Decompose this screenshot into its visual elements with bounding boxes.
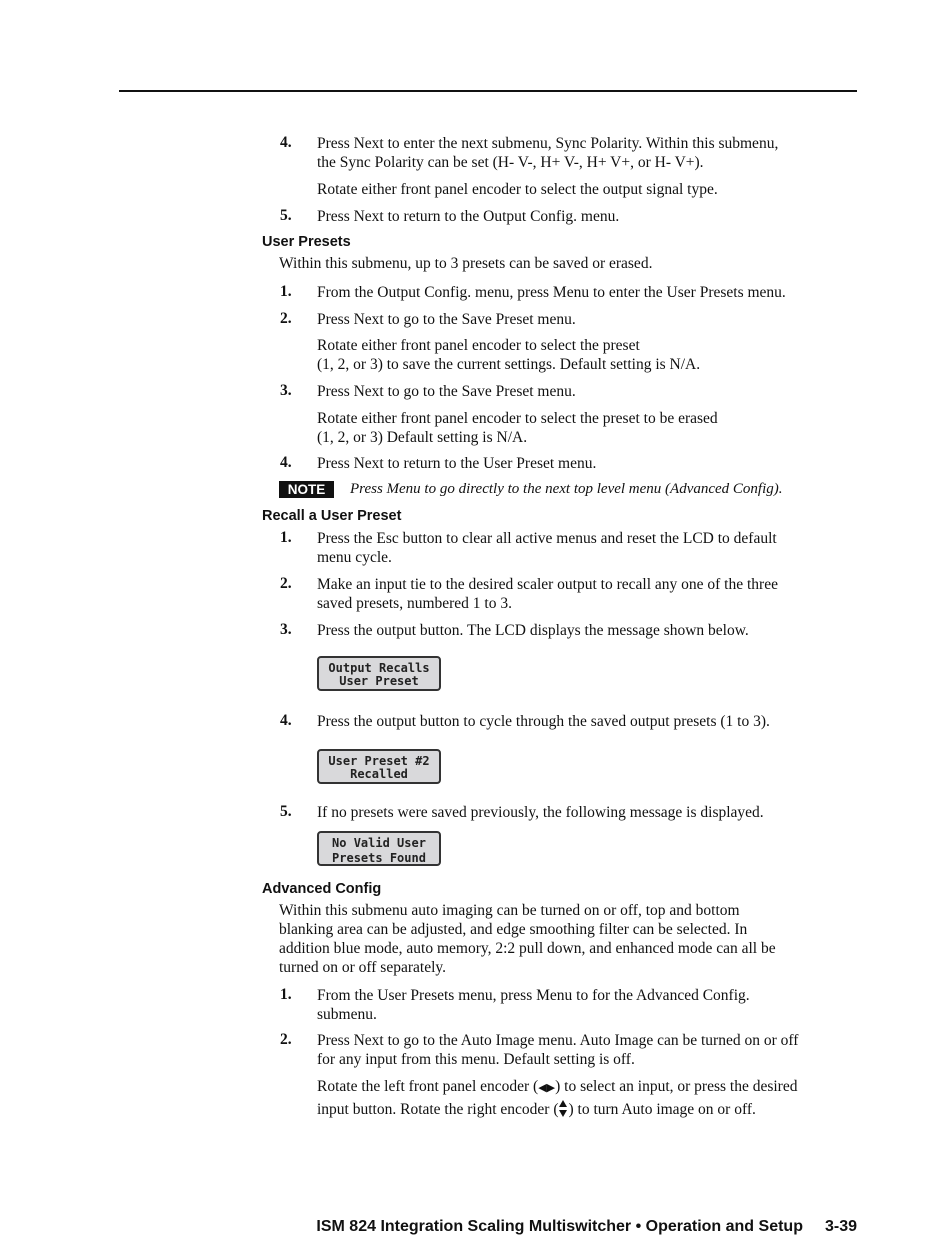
text-span: input button. Rotate the right encoder ( bbox=[317, 1101, 559, 1118]
step-line: Make an input tie to the desired scaler output to recall any one of the three bbox=[317, 576, 778, 593]
step-line: From the User Presets menu, press Menu to for the Advanced Config. bbox=[317, 987, 750, 1004]
section-intro: Within this submenu, up to 3 presets can be saved or erased. bbox=[279, 255, 653, 272]
section-heading-advanced: Advanced Config bbox=[262, 881, 382, 897]
step-text bbox=[317, 529, 857, 567]
lcd-line: User Preset bbox=[339, 674, 419, 688]
lcd-display bbox=[317, 749, 441, 784]
step-text bbox=[317, 1031, 857, 1069]
step-line: Rotate either front panel encoder to select the preset bbox=[317, 337, 640, 354]
text-span: ) to turn Auto image on or off. bbox=[568, 1101, 756, 1118]
step-number: 4. bbox=[280, 134, 292, 151]
section-heading-recall: Recall a User Preset bbox=[262, 508, 402, 524]
step-subtext: Rotate either front panel encoder to select the output signal type. bbox=[317, 181, 718, 198]
step-text: Press Next to return to the User Preset menu. bbox=[317, 455, 597, 472]
section-intro bbox=[279, 901, 859, 977]
step-text: Press the output button to cycle through the saved output presets (1 to 3). bbox=[317, 713, 770, 730]
footer-title: ISM 824 Integration Scaling Multiswitcher • Operation and Setup bbox=[316, 1218, 803, 1235]
step-subtext bbox=[317, 409, 857, 447]
step-line: Rotate either front panel encoder to select the preset to be erased bbox=[317, 410, 718, 427]
step-text: Press Next to go to the Save Preset menu. bbox=[317, 383, 576, 400]
lcd-line: User Preset #2 bbox=[328, 754, 430, 768]
intro-line: blanking area can be adjusted, and edge smoothing filter can be selected. In bbox=[279, 921, 748, 938]
intro-line: addition blue mode, auto memory, 2:2 pull down, and enhanced mode can all be bbox=[279, 940, 776, 957]
step-number: 1. bbox=[280, 529, 292, 546]
step-subtext bbox=[317, 336, 857, 374]
note-text: Press Menu to go directly to the next top level menu (Advanced Config). bbox=[350, 481, 783, 497]
step-line bbox=[317, 1099, 857, 1119]
text-span: Rotate the left front panel encoder ( bbox=[317, 1078, 539, 1095]
step-text bbox=[317, 986, 857, 1024]
lcd-line: Output Recalls bbox=[328, 661, 430, 675]
step-number: 4. bbox=[280, 454, 292, 471]
note-badge: NOTE bbox=[279, 481, 334, 498]
step-number: 1. bbox=[280, 986, 292, 1003]
lcd-line: No Valid User bbox=[332, 836, 426, 850]
step-number: 4. bbox=[280, 712, 292, 729]
lcd-display bbox=[317, 831, 441, 866]
intro-line: Within this submenu auto imaging can be turned on or off, top and bottom bbox=[279, 902, 740, 919]
step-text bbox=[317, 575, 857, 613]
step-number: 5. bbox=[280, 207, 292, 224]
lcd-line: Presets Found bbox=[332, 851, 426, 865]
step-number: 5. bbox=[280, 803, 292, 820]
step-subtext bbox=[317, 1077, 857, 1119]
lcd-display bbox=[317, 656, 441, 691]
step-line: (1, 2, or 3) Default setting is N/A. bbox=[317, 429, 528, 446]
step-text: Press Next to go to the Save Preset menu. bbox=[317, 311, 576, 328]
step-text: Press Next to return to the Output Config. menu. bbox=[317, 208, 620, 225]
step-line: saved presets, numbered 1 to 3. bbox=[317, 595, 512, 612]
step-line: Press Next to enter the next submenu, Sync Polarity. Within this submenu, bbox=[317, 135, 779, 152]
intro-line: turned on or off separately. bbox=[279, 959, 446, 976]
step-number: 1. bbox=[280, 283, 292, 300]
step-line: Press Next to go to the Auto Image menu. Auto Image can be turned on or off bbox=[317, 1032, 799, 1049]
step-text bbox=[317, 134, 857, 172]
step-number: 3. bbox=[280, 621, 292, 638]
step-text: From the Output Config. menu, press Menu to enter the User Presets menu. bbox=[317, 284, 786, 301]
step-line bbox=[317, 1077, 857, 1097]
left-right-arrows-icon: ◀▶ bbox=[538, 1081, 556, 1094]
step-number: 2. bbox=[280, 1031, 292, 1048]
step-number: 3. bbox=[280, 382, 292, 399]
header-rule bbox=[119, 90, 857, 92]
page-number: 3-39 bbox=[824, 1218, 857, 1235]
step-line: for any input from this menu. Default setting is off. bbox=[317, 1051, 635, 1068]
step-text: If no presets were saved previously, the following message is displayed. bbox=[317, 804, 764, 821]
section-heading-user-presets: User Presets bbox=[262, 234, 351, 250]
lcd-line: Recalled bbox=[350, 767, 408, 781]
step-line: menu cycle. bbox=[317, 549, 392, 566]
step-number: 2. bbox=[280, 575, 292, 592]
step-line: Press the Esc button to clear all active menus and reset the LCD to default bbox=[317, 530, 777, 547]
step-line: submenu. bbox=[317, 1006, 377, 1023]
step-line: the Sync Polarity can be set (H- V-, H+ V-, H+ V+, or H- V+). bbox=[317, 154, 704, 171]
text-span: ) to select an input, or press the desired bbox=[555, 1078, 798, 1095]
step-text: Press the output button. The LCD displays the message shown below. bbox=[317, 622, 749, 639]
step-number: 2. bbox=[280, 310, 292, 327]
step-line: (1, 2, or 3) to save the current settings. Default setting is N/A. bbox=[317, 356, 701, 373]
page-footer bbox=[316, 1218, 857, 1236]
up-down-arrows-icon bbox=[558, 1099, 568, 1118]
